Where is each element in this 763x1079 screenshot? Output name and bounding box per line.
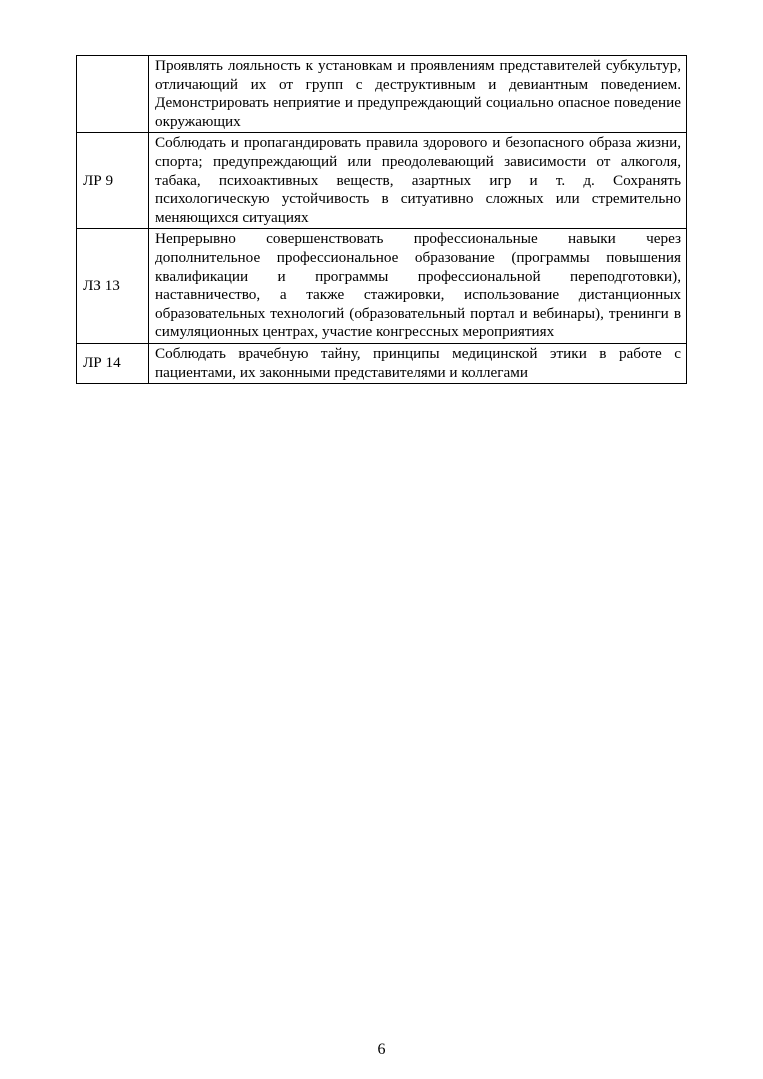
row-text-cell: Проявлять лояльность к установкам и проявлениям представителей субкультур, отличающий их от групп с деструктивным и девиантным поведением. Демонстрировать неприятие и предупреждающий социально опасное поведение окружающих bbox=[149, 56, 687, 133]
table-row bbox=[77, 133, 687, 229]
requirements-table bbox=[76, 55, 687, 384]
row-text-cell: Непрерывно совершенствовать профессиональные навыки через дополнительное профессиональное образование (программы повышения квалификации и программы профессиональной переподготовки), наставничество, а также стажировки, использование дистанционных образовательных технологий (образовательный портал и вебинары), тренинги в симуляционных центрах, участие конгрессных мероприятиях bbox=[149, 229, 687, 344]
row-code-cell: ЛР 14 bbox=[77, 343, 149, 383]
table-row bbox=[77, 56, 687, 133]
row-code-cell: ЛЗ 13 bbox=[77, 229, 149, 344]
page-number: 6 bbox=[377, 1041, 386, 1058]
row-code-cell bbox=[77, 56, 149, 133]
row-text-cell: Соблюдать и пропагандировать правила здорового и безопасного образа жизни, спорта; предупреждающий или преодолевающий зависимости от алкоголя, табака, психоактивных веществ, азартных игр и т. д. Сохранять психологическую устойчивость в ситуативно сложных или стремительно меняющихся ситуациях bbox=[149, 133, 687, 229]
row-code-cell: ЛР 9 bbox=[77, 133, 149, 229]
table-row bbox=[77, 229, 687, 344]
row-text-cell: Соблюдать врачебную тайну, принципы медицинской этики в работе с пациентами, их законными представителями и коллегами bbox=[149, 343, 687, 383]
table-row bbox=[77, 343, 687, 383]
